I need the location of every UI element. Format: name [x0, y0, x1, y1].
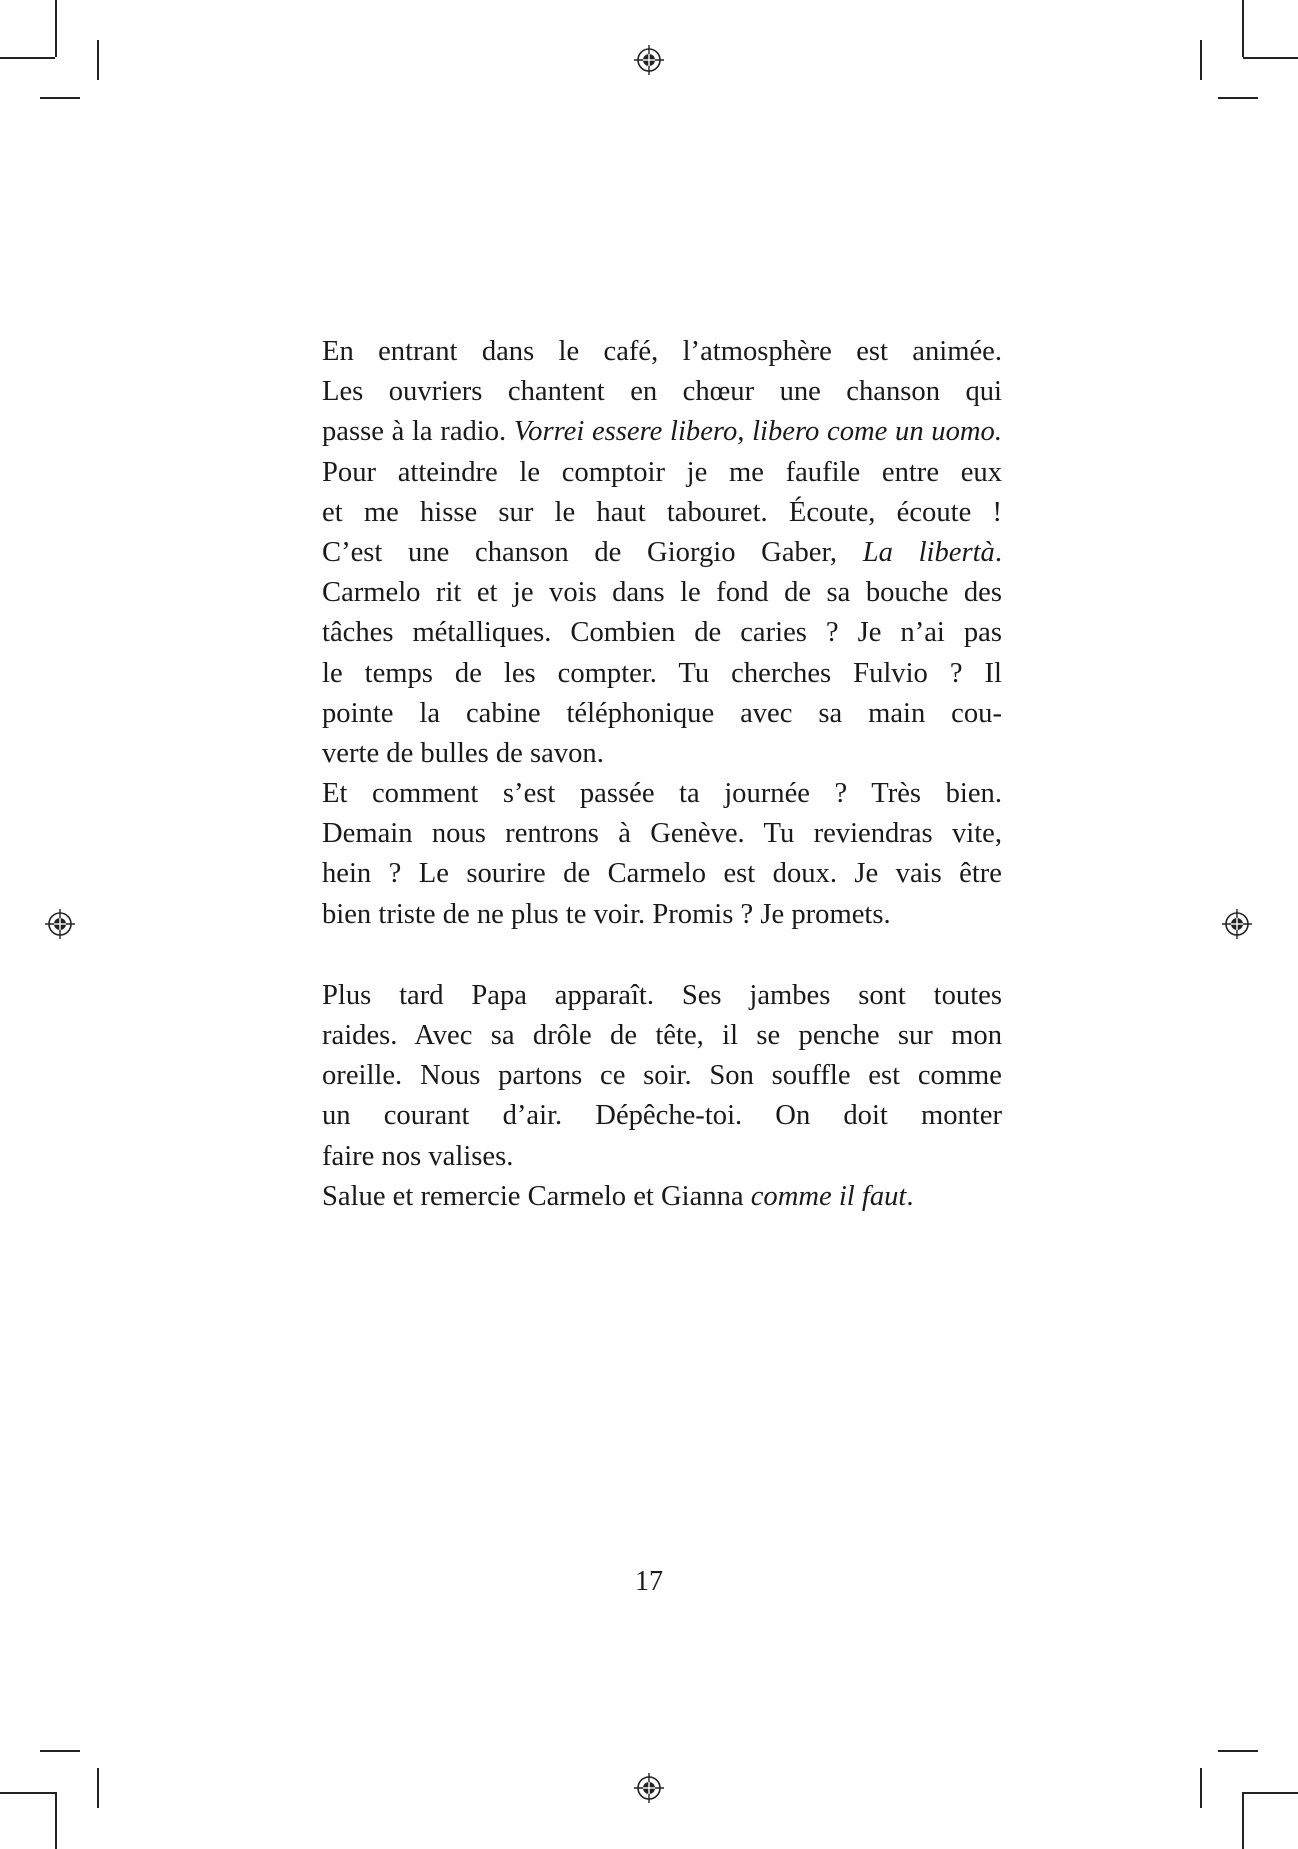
text-line	[322, 1016, 1002, 1056]
text-run: C’est une chanson de Giorgio Gaber,	[322, 536, 863, 568]
text-run: et me hisse sur le haut tabouret. Écoute, écoute !	[322, 496, 1002, 528]
crop-mark	[1243, 1792, 1298, 1794]
text-line	[322, 493, 1002, 533]
text-run: Salue et remercie Carmelo et Gianna	[322, 1180, 751, 1212]
italic-text: La libertà	[862, 536, 995, 568]
page-number: 17	[635, 1566, 663, 1597]
paragraph	[322, 976, 1002, 1177]
crop-mark	[1242, 0, 1244, 57]
text-line	[322, 332, 1002, 372]
text-run: Et comment s’est passée ta journée ? Très bien.	[322, 778, 1002, 810]
text-run: Demain nous rentrons à Genève. Tu reviendras vite,	[322, 818, 1002, 850]
text-line	[322, 814, 1002, 854]
text-line	[322, 774, 1002, 814]
text-run: tâches métalliques. Combien de caries ? Je n’ai pas	[322, 617, 1002, 649]
body-text	[322, 332, 1002, 1217]
text-run: .	[906, 1180, 914, 1212]
crop-mark	[1242, 1792, 1244, 1849]
text-line	[322, 453, 1002, 493]
text-line	[322, 854, 1002, 894]
registration-mark-icon	[634, 45, 664, 75]
text-line	[322, 1096, 1002, 1136]
text-line	[322, 976, 1002, 1016]
italic-text: Vorrei essere libero, libero come un uomo.	[513, 416, 1002, 448]
text-run: Plus tard Papa apparaît. Ses jambes sont toutes	[322, 979, 1002, 1011]
crop-mark	[1200, 1768, 1202, 1808]
registration-mark-icon	[634, 1773, 664, 1803]
paragraph	[322, 774, 1002, 935]
text-line	[322, 1177, 1002, 1217]
text-run: un courant d’air. Dépêche-toi. On doit monter	[322, 1100, 1002, 1132]
paragraph	[322, 1177, 1002, 1217]
registration-mark-icon	[1222, 909, 1252, 939]
text-run: hein ? Le sourire de Carmelo est doux. Je vais être	[322, 858, 1002, 890]
text-run: passe à la radio.	[322, 416, 514, 448]
text-line	[322, 895, 1002, 935]
text-run: En entrant dans le café, l’atmosphère est animée.	[322, 336, 1002, 367]
text-run: oreille. Nous partons ce soir. Son souffle est comme	[322, 1060, 1002, 1092]
text-run: le temps de les compter. Tu cherches Fulvio ? Il	[322, 657, 1002, 689]
text-run: bien triste de ne plus te voir. Promis ? Je promets.	[322, 898, 891, 930]
text-run: pointe la cabine téléphonique avec sa main cou-	[322, 697, 1002, 729]
crop-mark	[55, 1792, 57, 1849]
crop-mark	[1218, 97, 1258, 99]
text-run: .	[994, 536, 1003, 568]
text-line	[322, 613, 1002, 653]
crop-mark	[0, 57, 55, 59]
italic-text: comme il faut	[750, 1180, 907, 1212]
text-run: Les ouvriers chantent en chœur une chanson qui	[322, 376, 1002, 408]
crop-mark	[1218, 1750, 1258, 1752]
text-line	[322, 1137, 1002, 1177]
text-run: raides. Avec sa drôle de tête, il se penche sur mon	[322, 1020, 1002, 1051]
crop-mark	[1200, 40, 1202, 80]
crop-mark	[40, 97, 80, 99]
text-line	[322, 734, 1002, 774]
crop-mark	[40, 1750, 80, 1752]
paragraph-gap	[322, 935, 1002, 976]
text-run: verte de bulles de savon.	[322, 737, 604, 769]
text-line	[322, 412, 1002, 452]
text-line	[322, 372, 1002, 412]
crop-mark	[97, 1768, 99, 1808]
text-run: faire nos valises.	[322, 1140, 514, 1172]
crop-mark	[0, 1792, 55, 1794]
text-run: Pour atteindre le comptoir je me faufile entre eux	[322, 456, 1002, 488]
crop-mark	[55, 0, 57, 57]
text-line	[322, 654, 1002, 694]
crop-mark	[97, 40, 99, 80]
crop-mark	[1243, 57, 1298, 59]
text-line	[322, 694, 1002, 734]
paragraph	[322, 332, 1002, 774]
text-line	[322, 1056, 1002, 1096]
text-line	[322, 533, 1002, 573]
text-run: Carmelo rit et je vois dans le fond de sa bouche des	[322, 577, 1002, 609]
registration-mark-icon	[45, 909, 75, 939]
text-line	[322, 573, 1002, 613]
